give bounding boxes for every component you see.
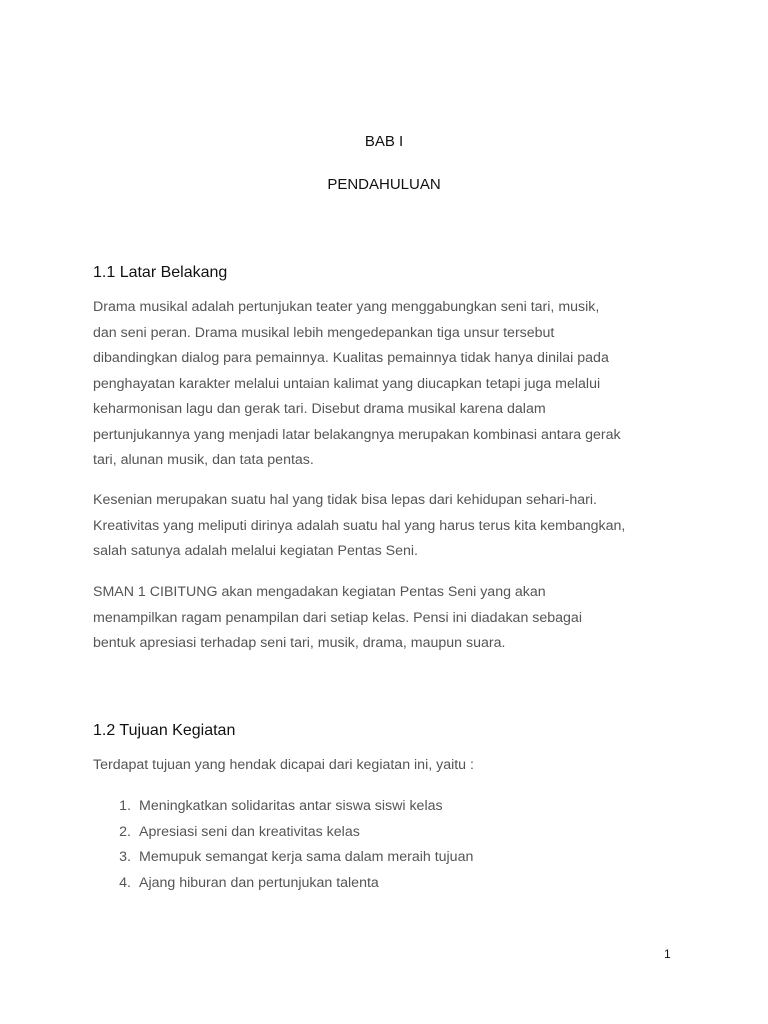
list-item-number: 3. — [119, 849, 131, 865]
paragraph-line: Drama musikal adalah pertunjukan teater yang menggabungkan seni tari, musik, — [93, 299, 600, 315]
paragraph-line: keharmonisan lagu dan gerak tari. Disebut drama musikal karena dalam — [93, 401, 546, 417]
section-heading-tujuan-kegiatan: 1.2 Tujuan Kegiatan — [93, 722, 236, 739]
paragraph-line: dibandingkan dialog para pemainnya. Kualitas pemainnya tidak hanya dinilai pada — [93, 350, 609, 366]
list-item — [93, 820, 683, 846]
list-item-text: Apresiasi seni dan kreativitas kelas — [139, 823, 360, 840]
paragraph-tujuan-intro — [93, 753, 683, 779]
paragraph-kesenian — [93, 488, 683, 565]
paragraph-line: Kesenian merupakan suatu hal yang tidak bisa lepas dari kehidupan sehari-hari. — [93, 492, 597, 508]
paragraph-line: Terdapat tujuan yang hendak dicapai dari kegiatan ini, yaitu : — [93, 757, 474, 773]
paragraph-line: salah satunya adalah melalui kegiatan Pentas Seni. — [93, 543, 418, 559]
paragraph-line: bentuk apresiasi terhadap seni tari, musik, drama, maupun suara. — [93, 635, 506, 651]
paragraph-line: SMAN 1 CIBITUNG akan mengadakan kegiatan Pentas Seni yang akan — [93, 584, 546, 600]
chapter-number: BAB I — [364, 133, 404, 150]
list-item-number: 4. — [119, 874, 131, 891]
paragraph-line: pertunjukannya yang menjadi latar belakangnya merupakan kombinasi antara gerak — [93, 426, 621, 443]
paragraph-sman-cibitung — [93, 580, 683, 657]
list-item-text: Meningkatkan solidaritas antar siswa siswi kelas — [139, 798, 443, 814]
list-item — [93, 794, 683, 820]
list-item-number: 2. — [119, 823, 131, 840]
paragraph-drama-musikal — [93, 295, 683, 474]
list-item-text: Ajang hiburan dan pertunjukan talenta — [139, 874, 379, 891]
list-item — [93, 871, 683, 897]
paragraph-line: penghayatan karakter melalui untaian kalimat yang diucapkan tetapi juga melalui — [93, 375, 601, 392]
tujuan-list — [93, 794, 683, 896]
page-number: 1 — [664, 947, 671, 961]
chapter-title: PENDAHULUAN — [327, 176, 441, 193]
paragraph-line: tari, alunan musik, dan tata pentas. — [93, 452, 314, 468]
paragraph-line: Kreativitas yang meliputi dirinya adalah suatu hal yang harus terus kita kembangkan, — [93, 517, 626, 534]
list-item — [93, 845, 683, 871]
paragraph-line: menampilkan ragam penampilan dari setiap kelas. Pensi ini diadakan sebagai — [93, 609, 582, 626]
paragraph-line: dan seni peran. Drama musikal lebih mengedepankan tiga unsur tersebut — [93, 324, 555, 341]
list-item-text: Memupuk semangat kerja sama dalam meraih tujuan — [139, 849, 474, 865]
section-heading-latar-belakang: 1.1 Latar Belakang — [93, 264, 228, 281]
list-item-number: 1. — [119, 798, 131, 814]
